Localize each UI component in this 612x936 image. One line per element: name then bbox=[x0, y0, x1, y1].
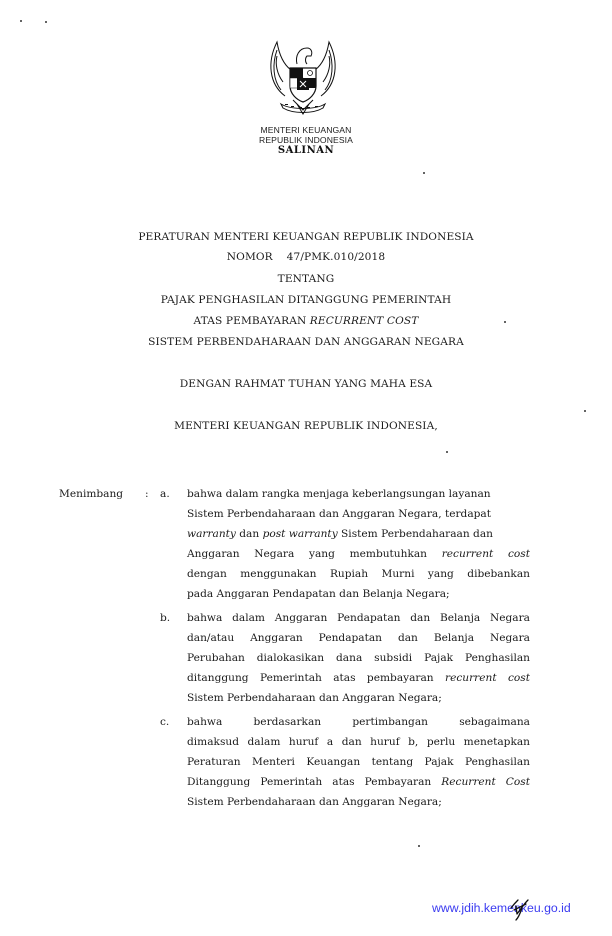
text: Sistem Perbendaharaan dan bbox=[337, 528, 493, 540]
scan-speck bbox=[423, 172, 425, 174]
italic-term: Recurrent Cost bbox=[441, 776, 530, 788]
text: dan bbox=[235, 528, 263, 540]
regulation-title: PERATURAN MENTERI KEUANGAN REPUBLIK INDONESIA bbox=[138, 231, 474, 243]
line: Peraturan Menteri Keuangan tentang Pajak Penghasilan bbox=[187, 756, 530, 768]
text: Ditanggung Pemerintah atas Pembayaran bbox=[187, 776, 442, 788]
line bbox=[187, 772, 530, 792]
garuda-emblem-icon bbox=[263, 34, 343, 120]
line: dengan menggunakan Rupiah Murni yang dibebankan bbox=[187, 568, 530, 580]
handwritten-initials-icon bbox=[508, 896, 532, 922]
line: dimaksud dalam huruf a dan huruf b, perlu menetapkan bbox=[187, 736, 530, 748]
letterhead-line-minister: MENTERI KEUANGAN bbox=[260, 125, 352, 135]
regulation-subject-line1: PAJAK PENGHASILAN DITANGGUNG PEMERINTAH bbox=[160, 294, 452, 306]
regulation-subject-line3: SISTEM PERBENDAHARAAN DAN ANGGARAN NEGARA bbox=[148, 336, 464, 348]
subject-italic: RECURRENT COST bbox=[309, 315, 419, 327]
item-letter-b: b. bbox=[160, 612, 171, 624]
regulation-number-value: 47/PMK.010/2018 bbox=[286, 251, 386, 263]
line: Sistem Perbendaharaan dan Anggaran Negara; bbox=[187, 796, 442, 808]
line bbox=[187, 524, 530, 544]
regulation-about: TENTANG bbox=[277, 273, 335, 285]
line: Sistem Perbendaharaan dan Anggaran Negara, terdapat bbox=[187, 508, 492, 520]
authority-statement: MENTERI KEUANGAN REPUBLIK INDONESIA, bbox=[174, 420, 438, 432]
letterhead-line-republic: REPUBLIK INDONESIA bbox=[259, 135, 353, 145]
line: bahwa dalam rangka menjaga keberlangsungan layanan bbox=[187, 488, 491, 500]
line: Perubahan dialokasikan dana subsidi Pajak Penghasilan bbox=[187, 652, 530, 664]
scan-speck bbox=[504, 321, 506, 323]
scan-speck bbox=[45, 21, 47, 23]
considerations-label: Menimbang bbox=[59, 488, 124, 500]
regulation-number-label: NOMOR bbox=[226, 251, 273, 263]
considerations-colon: : bbox=[145, 488, 149, 500]
text: Anggaran Negara yang membutuhkan bbox=[187, 548, 442, 560]
consideration-item-a bbox=[187, 484, 530, 604]
italic-term: post warranty bbox=[262, 528, 338, 540]
scan-speck bbox=[20, 20, 22, 22]
scan-speck bbox=[446, 451, 448, 453]
item-letter-c: c. bbox=[160, 716, 170, 728]
invocation: DENGAN RAHMAT TUHAN YANG MAHA ESA bbox=[179, 378, 433, 390]
text: ditanggung Pemerintah atas pembayaran bbox=[187, 672, 446, 684]
line bbox=[187, 668, 530, 688]
scan-speck bbox=[418, 845, 420, 847]
jdih-website-link[interactable]: www.jdih.kemenkeu.go.id bbox=[432, 901, 571, 915]
regulation-subject-line2 bbox=[60, 314, 552, 328]
line: bahwa berdasarkan pertimbangan sebagaimana bbox=[187, 716, 530, 728]
subject-prefix: ATAS PEMBAYARAN bbox=[193, 315, 310, 327]
consideration-item-b bbox=[187, 608, 530, 708]
scan-speck bbox=[584, 410, 586, 412]
line bbox=[187, 544, 530, 564]
italic-term: recurrent cost bbox=[445, 672, 530, 684]
italic-term: warranty bbox=[187, 528, 236, 540]
line: dan/atau Anggaran Pendapatan dan Belanja Negara bbox=[187, 632, 530, 644]
line: bahwa dalam Anggaran Pendapatan dan Belanja Negara bbox=[187, 612, 530, 624]
copy-stamp: SALINAN bbox=[277, 145, 335, 156]
line: Sistem Perbendaharaan dan Anggaran Negara; bbox=[187, 692, 442, 704]
consideration-item-c bbox=[187, 712, 530, 812]
italic-term: recurrent cost bbox=[441, 548, 530, 560]
line: pada Anggaran Pendapatan dan Belanja Negara; bbox=[187, 588, 450, 600]
item-letter-a: a. bbox=[160, 488, 170, 500]
regulation-number bbox=[60, 250, 552, 264]
